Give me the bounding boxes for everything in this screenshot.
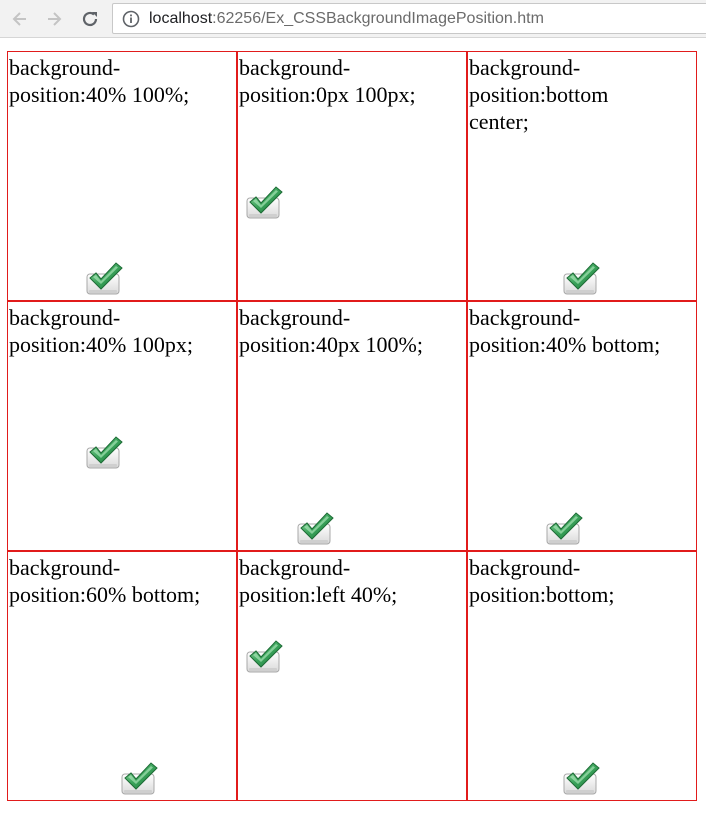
url-path: :62256/Ex_CSSBackgroundImagePosition.htm [212,9,544,27]
checkmark-icon [85,260,123,296]
caption-line: background- [9,555,121,580]
checkmark-icon [120,760,158,796]
caption-line: center; [469,109,529,134]
cell-caption [9,54,235,108]
forward-arrow-icon [44,9,64,29]
caption-line: position:60% bottom; [9,582,201,607]
cell-caption [469,554,695,608]
info-icon[interactable] [122,10,140,28]
demo-cell-5 [237,301,467,551]
caption-line: background- [239,305,351,330]
caption-line: background- [469,555,581,580]
demo-cell-7 [7,551,237,801]
caption-line: position:40px 100%; [239,332,423,357]
caption-line: background- [9,305,121,330]
caption-line: position:0px 100px; [239,82,416,107]
checkmark-icon [545,510,583,546]
caption-line: background- [239,55,351,80]
cell-caption [469,304,695,358]
caption-line: position:bottom [469,82,609,107]
forward-button[interactable] [42,7,66,31]
demo-cell-6 [467,301,697,551]
reload-icon [79,8,101,30]
address-bar[interactable] [112,3,706,34]
caption-line: background- [469,305,581,330]
cell-caption [239,304,465,358]
url-host: localhost [149,9,213,27]
demo-cell-3 [467,51,697,301]
back-button[interactable] [8,7,32,31]
demo-cell-8 [237,551,467,801]
cell-caption [239,54,465,108]
caption-line: background- [9,55,121,80]
demo-cell-2 [237,51,467,301]
checkmark-icon [85,434,123,470]
back-arrow-icon [10,9,30,29]
caption-line: position:bottom; [469,582,615,607]
cell-caption [9,304,235,358]
reload-button[interactable] [78,7,102,31]
caption-line: background- [469,55,581,80]
caption-line: position:40% 100px; [9,332,193,357]
caption-line: background- [239,555,351,580]
checkmark-icon [562,760,600,796]
checkmark-icon [245,184,283,220]
demo-cell-9 [467,551,697,801]
cell-caption [9,554,235,608]
cell-caption [469,54,695,135]
caption-line: position:left 40%; [239,582,398,607]
demo-cell-1 [7,51,237,301]
browser-toolbar [0,0,706,38]
caption-line: position:40% 100%; [9,82,190,107]
url-text[interactable] [149,10,544,28]
checkmark-icon [245,638,283,674]
checkmark-icon [296,510,334,546]
cell-caption [239,554,465,608]
checkmark-icon [562,260,600,296]
caption-line: position:40% bottom; [469,332,661,357]
demo-cell-4 [7,301,237,551]
